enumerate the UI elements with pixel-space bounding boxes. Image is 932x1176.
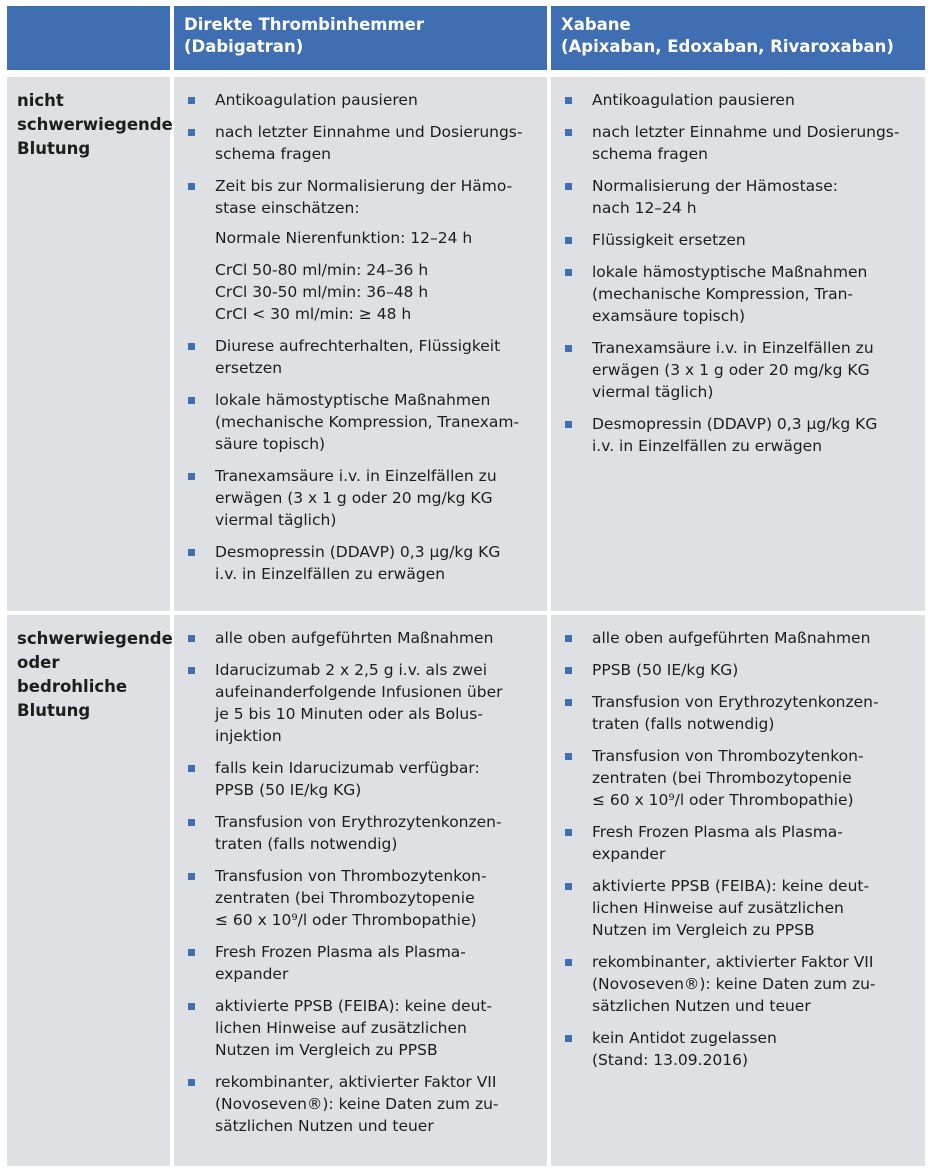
- nonsevere-xabane-list: [551, 77, 925, 611]
- item-text-line: aktivierte PPSB (FEIBA): keine deut-: [215, 997, 493, 1015]
- bullet-square-icon: [188, 873, 195, 880]
- header-dabigatran-line1: Direkte Thrombinhemmer: [184, 15, 425, 34]
- item-text-line: erwägen (3 x 1 g oder 20 mg/kg KG: [215, 489, 493, 507]
- item-text-line: nach 12–24 h: [592, 199, 697, 217]
- list-item: [565, 229, 915, 251]
- row-label-line: nicht: [17, 91, 64, 110]
- item-text-line: nach letzter Einnahme und Dosierungs-: [215, 123, 523, 141]
- bullet-square-icon: [188, 949, 195, 956]
- row-label-line: schwerwiegende: [17, 115, 173, 134]
- item-text-line: (Stand: 13.09.2016): [592, 1051, 749, 1069]
- item-text-line: Tranexamsäure i.v. in Einzelfällen zu: [215, 467, 497, 485]
- item-text-line: ersetzen: [215, 359, 283, 377]
- item-text-line: aktivierte PPSB (FEIBA): keine deut-: [592, 877, 870, 895]
- list-item: [565, 951, 915, 1017]
- item-text-line: Fresh Frozen Plasma als Plasma-: [215, 943, 466, 961]
- item-text-line: erwägen (3 x 1 g oder 20 mg/kg KG: [592, 361, 870, 379]
- list-item: [565, 875, 915, 941]
- item-text-line: sätzlichen Nutzen und teuer: [592, 997, 811, 1015]
- bullet-square-icon: [188, 397, 195, 404]
- bullet-square-icon: [565, 959, 572, 966]
- bullet-square-icon: [188, 183, 195, 190]
- item-text-line: Transfusion von Erythrozytenkonzen-: [215, 813, 502, 831]
- item-text-line: sätzlichen Nutzen und teuer: [215, 1117, 434, 1135]
- list-item: [565, 659, 915, 681]
- item-text-line: Transfusion von Erythrozytenkonzen-: [592, 693, 879, 711]
- bullet-square-icon: [565, 635, 572, 642]
- bullet-square-icon: [188, 635, 195, 642]
- item-text-line: Tranexamsäure i.v. in Einzelfällen zu: [592, 339, 874, 357]
- item-text-line: viermal täglich): [215, 511, 337, 529]
- list-item: [565, 337, 915, 403]
- bullet-square-icon: [565, 829, 572, 836]
- list-item: [188, 811, 537, 855]
- bullet-square-icon: [188, 1079, 195, 1086]
- item-text-line: Transfusion von Thrombozytenkon-: [215, 867, 487, 885]
- bullet-square-icon: [565, 183, 572, 190]
- item-text-line: viermal täglich): [592, 383, 714, 401]
- list-item: [565, 261, 915, 327]
- list-item: [565, 627, 915, 649]
- item-text-line: alle oben aufgeführten Maßnahmen: [215, 629, 494, 647]
- sub-text-line: CrCl 50-80 ml/min: 24–36 h: [215, 261, 429, 279]
- header-xabane-line1: Xabane: [561, 15, 631, 34]
- list-item: [188, 121, 537, 165]
- bullet-square-icon: [565, 667, 572, 674]
- list-item: [565, 175, 915, 219]
- item-text-line: i.v. in Einzelfällen zu erwägen: [592, 437, 823, 455]
- list-item: [188, 1071, 537, 1137]
- list-item: [188, 541, 537, 585]
- row-label-line: schwerwiegende: [17, 629, 173, 648]
- header-dabigatran: [174, 6, 547, 70]
- item-text-line: PPSB (50 IE/kg KG): [215, 781, 362, 799]
- item-text-line: (Novoseven®): keine Daten zum zu-: [592, 975, 876, 993]
- bullet-square-icon: [565, 97, 572, 104]
- row-label-severe: [7, 615, 173, 1166]
- header-xabane-line2: (Apixaban, Edoxaban, Rivaroxaban): [561, 37, 894, 56]
- item-text-line: nach letzter Einnahme und Dosierungs-: [592, 123, 900, 141]
- item-text-line: PPSB (50 IE/kg KG): [592, 661, 739, 679]
- item-text-line: (mechanische Kompression, Tranexam-: [215, 413, 520, 431]
- bullet-square-icon: [565, 753, 572, 760]
- item-text-line: injektion: [215, 727, 282, 745]
- header-empty-cell: [7, 6, 170, 70]
- bullet-square-icon: [565, 883, 572, 890]
- item-text-line: kein Antidot zugelassen: [592, 1029, 777, 1047]
- row-label-line: Blutung: [17, 139, 91, 158]
- item-text-line: Nutzen im Vergleich zu PPSB: [592, 921, 815, 939]
- bullet-square-icon: [188, 765, 195, 772]
- bullet-square-icon: [565, 421, 572, 428]
- item-text-line: stase einschätzen:: [215, 199, 360, 217]
- list-item: [188, 995, 537, 1061]
- item-text-line: falls kein Idarucizumab verfügbar:: [215, 759, 480, 777]
- list-item: [188, 659, 537, 747]
- bullet-square-icon: [188, 667, 195, 674]
- item-text-line: Zeit bis zur Normalisierung der Hämo-: [215, 177, 513, 195]
- bullet-square-icon: [188, 473, 195, 480]
- severe-xabane-list: [551, 615, 925, 1166]
- list-item: [188, 757, 537, 801]
- list-item: [188, 335, 537, 379]
- bullet-square-icon: [188, 549, 195, 556]
- bullet-square-icon: [565, 345, 572, 352]
- item-text-line: Desmopressin (DDAVP) 0,3 µg/kg KG: [592, 415, 878, 433]
- row-label-line: oder bedrohliche: [17, 653, 128, 696]
- sub-text-line: CrCl < 30 ml/min: ≥ 48 h: [215, 305, 412, 323]
- list-item: [565, 413, 915, 457]
- item-text-line: je 5 bis 10 Minuten oder als Bolus-: [215, 705, 483, 723]
- item-text-line: expander: [592, 845, 666, 863]
- list-item: [188, 389, 537, 455]
- item-text-line: rekombinanter, aktivierter Faktor VII: [215, 1073, 497, 1091]
- item-text-line: examsäure topisch): [592, 307, 746, 325]
- item-text-line: lichen Hinweise auf zusätzlichen: [592, 899, 844, 917]
- item-text-line: säure topisch): [215, 435, 326, 453]
- header-xabane: [551, 6, 925, 70]
- item-text-line: schema fragen: [592, 145, 709, 163]
- list-item: [188, 89, 537, 111]
- list-item: [188, 465, 537, 531]
- bullet-square-icon: [565, 1035, 572, 1042]
- renal-function-group: [215, 259, 537, 325]
- bullet-square-icon: [188, 97, 195, 104]
- item-text-line: Fresh Frozen Plasma als Plasma-: [592, 823, 843, 841]
- item-text-line: Desmopressin (DDAVP) 0,3 µg/kg KG: [215, 543, 501, 561]
- list-item: [565, 745, 915, 811]
- bullet-square-icon: [565, 269, 572, 276]
- severe-dabigatran-list: [174, 615, 547, 1166]
- item-text-line: lokale hämostyptische Maßnahmen: [215, 391, 491, 409]
- list-item: [188, 175, 537, 325]
- list-item: [565, 691, 915, 735]
- item-text-line: ≤ 60 x 10⁹/l oder Thrombopathie): [592, 791, 854, 809]
- item-text-line: Antikoagulation pausieren: [215, 91, 418, 109]
- item-text-line: aufeinanderfolgende Infusionen über: [215, 683, 503, 701]
- item-text-line: traten (falls notwendig): [592, 715, 775, 733]
- list-item: [188, 941, 537, 985]
- item-text-line: Normalisierung der Hämostase:: [592, 177, 838, 195]
- item-text-line: Diurese aufrechterhalten, Flüssigkeit: [215, 337, 501, 355]
- bullet-square-icon: [188, 819, 195, 826]
- nonsevere-dabigatran-list: [174, 77, 547, 611]
- item-text-line: rekombinanter, aktivierter Faktor VII: [592, 953, 874, 971]
- item-text-line: lichen Hinweise auf zusätzlichen: [215, 1019, 467, 1037]
- bullet-square-icon: [188, 343, 195, 350]
- list-item: [565, 121, 915, 165]
- item-text-line: Idarucizumab 2 x 2,5 g i.v. als zwei: [215, 661, 488, 679]
- bullet-square-icon: [565, 237, 572, 244]
- header-dabigatran-line2: (Dabigatran): [184, 37, 304, 56]
- item-text-line: expander: [215, 965, 289, 983]
- bullet-square-icon: [188, 1003, 195, 1010]
- item-text-line: lokale hämostyptische Maßnahmen: [592, 263, 868, 281]
- list-item: [565, 821, 915, 865]
- row-label-line: Blutung: [17, 701, 91, 720]
- item-text-line: i.v. in Einzelfällen zu erwägen: [215, 565, 446, 583]
- bullet-square-icon: [188, 129, 195, 136]
- bullet-square-icon: [565, 129, 572, 136]
- list-item: [565, 1027, 915, 1071]
- sub-text-line: Normale Nierenfunktion: 12–24 h: [215, 229, 473, 247]
- sub-text-line: CrCl 30-50 ml/min: 36–48 h: [215, 283, 429, 301]
- list-item: [565, 89, 915, 111]
- item-text-line: (Novoseven®): keine Daten zum zu-: [215, 1095, 499, 1113]
- item-text-line: schema fragen: [215, 145, 332, 163]
- item-text-line: Flüssigkeit ersetzen: [592, 231, 746, 249]
- item-text-line: traten (falls notwendig): [215, 835, 398, 853]
- item-text-line: Antikoagulation pausieren: [592, 91, 795, 109]
- item-text-line: zentraten (bei Thrombozytopenie: [215, 889, 475, 907]
- item-text-line: ≤ 60 x 10⁹/l oder Thrombopathie): [215, 911, 477, 929]
- item-text-line: zentraten (bei Thrombozytopenie: [592, 769, 852, 787]
- item-text-line: alle oben aufgeführten Maßnahmen: [592, 629, 871, 647]
- item-text-line: Transfusion von Thrombozytenkon-: [592, 747, 864, 765]
- bullet-square-icon: [565, 699, 572, 706]
- row-label-nonsevere: [7, 77, 173, 611]
- list-item: [188, 627, 537, 649]
- item-text-line: (mechanische Kompression, Tran-: [592, 285, 854, 303]
- item-text-line: Nutzen im Vergleich zu PPSB: [215, 1041, 438, 1059]
- list-item: [188, 865, 537, 931]
- treatment-table: [7, 6, 925, 1166]
- renal-function-group: [215, 227, 537, 249]
